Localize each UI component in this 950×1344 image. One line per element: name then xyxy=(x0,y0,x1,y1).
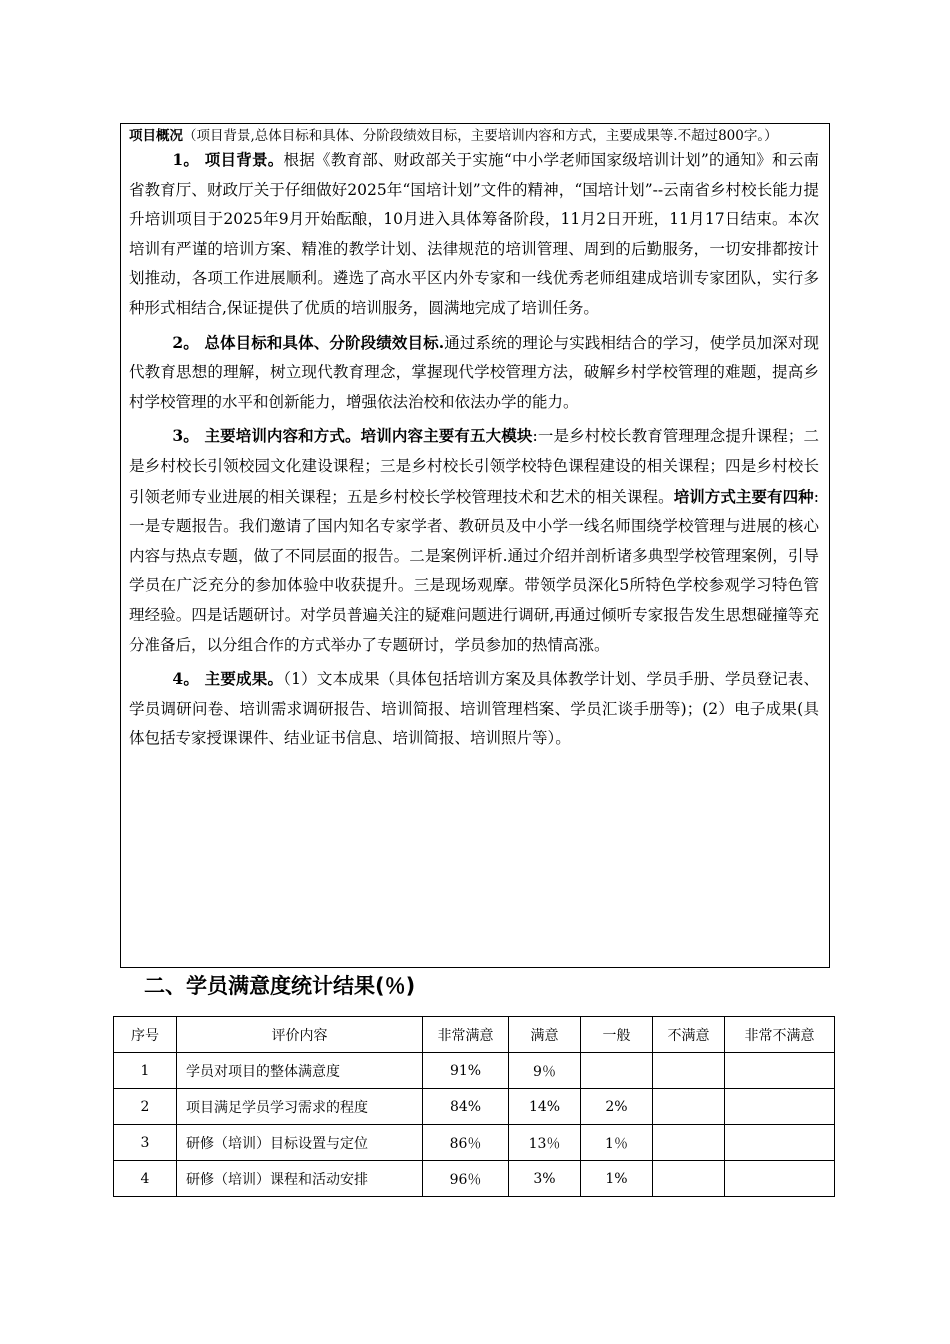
cell-satisfied: 14% xyxy=(509,1089,581,1125)
section-results-lead: 4。 主要成果。 xyxy=(172,669,284,689)
table-row xyxy=(114,1161,835,1197)
table-header-row xyxy=(114,1017,835,1053)
cell-neutral xyxy=(581,1053,653,1089)
overview-header-label: 项目概况 xyxy=(129,128,183,144)
overview-header-note: （项目背景,总体目标和具体、分阶段绩效目标，主要培训内容和方式，主要成果等.不超过800字。） xyxy=(183,128,778,144)
satisfaction-title: 二、学员满意度统计结果(％) xyxy=(144,974,416,998)
section-results xyxy=(129,664,819,754)
col-header-very-dissatisfied: 非常不满意 xyxy=(725,1017,835,1053)
section-methods-body: :一是专题报告。我们邀请了国内知名专家学者、教研员及中小学一线名师围绕学校管理与进展的核心内容与热点专题，做了不同层面的报告。二是案例评析.通过介绍并剖析诸多典型学校管理案例，引导学员在广泛充分的参加体验中收获提升。三是现场观摩。带领学员深化5所特色学校参观学习特色管理经验。四是话题研讨。对学员普遍关注的疑难问题进行调研,再通过倾听专家报告发生思想碰撞等充分准备后，以分组合作的方式举办了专题研讨，学员参加的热情高涨。 xyxy=(129,487,819,654)
col-header-very-satisfied: 非常满意 xyxy=(423,1017,509,1053)
col-header-dissatisfied: 不满意 xyxy=(653,1017,725,1053)
cell-satisfied: 3% xyxy=(509,1161,581,1197)
cell-item: 研修（培训）课程和活动安排 xyxy=(177,1161,423,1197)
cell-index: 2 xyxy=(114,1089,177,1125)
cell-very-satisfied: 96％ xyxy=(423,1161,509,1197)
project-overview-box xyxy=(120,123,830,968)
cell-index: 4 xyxy=(114,1161,177,1197)
satisfaction-table xyxy=(113,1016,835,1197)
table-row xyxy=(114,1053,835,1089)
cell-dissatisfied xyxy=(653,1089,725,1125)
cell-satisfied: 9％ xyxy=(509,1053,581,1089)
cell-item: 研修（培训）目标设置与定位 xyxy=(177,1125,423,1161)
cell-satisfied: 13％ xyxy=(509,1125,581,1161)
cell-very-satisfied: 91% xyxy=(423,1053,509,1089)
section-background xyxy=(129,145,819,324)
cell-item: 项目满足学员学习需求的程度 xyxy=(177,1089,423,1125)
section-content-lead: 3。 主要培训内容和方式。培训内容主要有五大模块 xyxy=(172,426,533,446)
section-results-body: （1）文本成果（具体包括培训方案及具体教学计划、学员手册、学员登记表、学员调研问卷、培训需求调研报告、培训简报、培训管理档案、学员汇谈手册等)；(2）电子成果(具体包括专家授课课件、结业证书信息、培训简报、培训照片等）。 xyxy=(129,670,819,748)
section-goals-lead: 2。 总体目标和具体、分阶段绩效目标. xyxy=(172,332,445,352)
cell-index: 1 xyxy=(114,1053,177,1089)
cell-neutral: 1％ xyxy=(581,1125,653,1161)
cell-very-satisfied: 84% xyxy=(423,1089,509,1125)
cell-very-satisfied: 86％ xyxy=(423,1125,509,1161)
col-header-item: 评价内容 xyxy=(177,1017,423,1053)
cell-item: 学员对项目的整体满意度 xyxy=(177,1053,423,1089)
section-content-body: :一是乡村校长教育管理理念提升课程；二是乡村校长引领校园文化建设课程；三是乡村校长引领学校特色课程建设的相关课程；四是乡村校长引领老师专业进展的相关课程；五是乡村校长学校管理技术和艺术的相关课程。 xyxy=(129,427,819,506)
cell-very-dissatisfied xyxy=(725,1089,835,1125)
cell-dissatisfied xyxy=(653,1125,725,1161)
table-row xyxy=(114,1125,835,1161)
section-methods-lead: 培训方式主要有四种 xyxy=(673,486,814,506)
overview-header xyxy=(129,128,819,145)
section-goals xyxy=(129,328,819,418)
section-content xyxy=(129,421,819,660)
cell-dissatisfied xyxy=(653,1053,725,1089)
cell-very-dissatisfied xyxy=(725,1053,835,1089)
cell-very-dissatisfied xyxy=(725,1125,835,1161)
section-background-lead: 1。 项目背景。 xyxy=(172,150,284,169)
col-header-index: 序号 xyxy=(114,1017,177,1053)
cell-neutral: 2% xyxy=(581,1089,653,1125)
table-row xyxy=(114,1089,835,1125)
col-header-neutral: 一般 xyxy=(581,1017,653,1053)
cell-dissatisfied xyxy=(653,1161,725,1197)
col-header-satisfied: 满意 xyxy=(509,1017,581,1053)
cell-index: 3 xyxy=(114,1125,177,1161)
cell-neutral: 1% xyxy=(581,1161,653,1197)
section-goals-body: 通过系统的理论与实践相结合的学习，使学员加深对现代教育思想的理解，树立现代教育理念，掌握现代学校管理方法，破解乡村学校管理的难题，提高乡村学校管理的水平和创新能力，增强依法治校和依法办学的能力。 xyxy=(129,333,819,411)
cell-very-dissatisfied xyxy=(725,1161,835,1197)
section-background-body: 根据《教育部、财政部关于实施“中小学老师国家级培训计划”的通知》和云南省教育厅、财政厅关于仔细做好2025年“国培计划”文件的精神，“国培计划”--云南省乡村校长能力提升培训项目于2025年9月开始酝酿，10月进入具体筹备阶段，11月2日开班，11月17日结束。本次培训有严谨的培训方案、精准的教学计划、法律规范的培训管理、周到的后勤服务，一切安排都按计划推动，各项工作进展顺利。遴选了高水平区内外专家和一线优秀老师组建成培训专家团队，实行多种形式相结合,保证提供了优质的培训服务，圆满地完成了培训任务。 xyxy=(129,151,819,317)
